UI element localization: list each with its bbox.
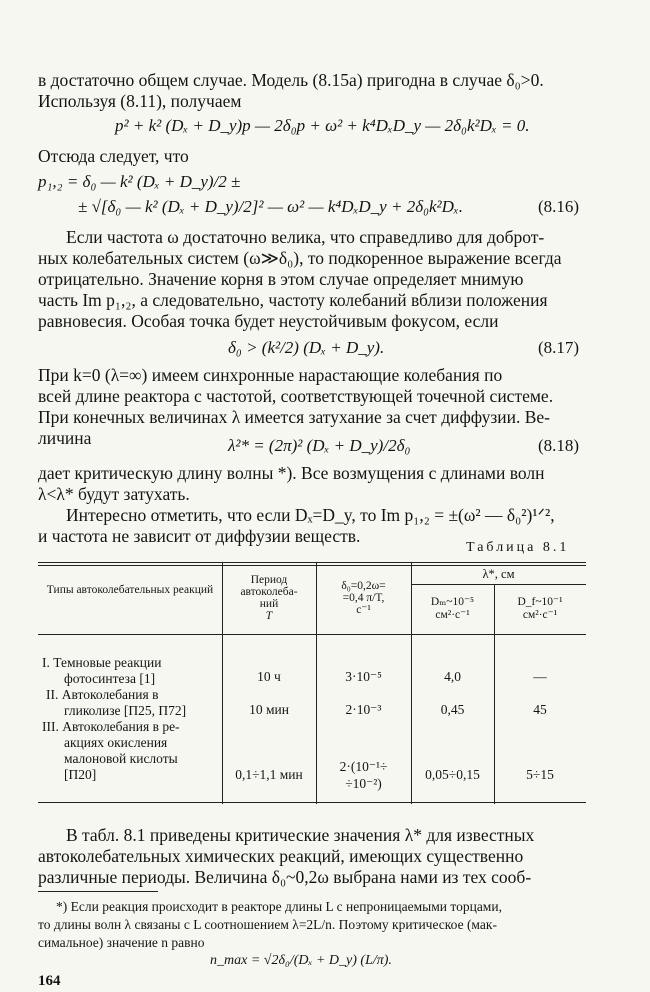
header-period: ний	[259, 598, 279, 610]
text-line: λ<λ* будут затухать.	[38, 484, 190, 504]
row-type: гликолизе [П25, П72]	[64, 703, 187, 718]
equation-8-17: δ₀ > (k²/2) (Dₓ + D_y).	[228, 338, 385, 357]
text-line: ных колебательных систем (ω≫δ₀), то подкоренное выражение всегда	[38, 248, 562, 268]
header-df: см²·с⁻¹	[522, 609, 558, 621]
row-delta: 2·10⁻³	[345, 702, 382, 717]
row-df: 5÷15	[526, 767, 554, 782]
header-delta: с⁻¹	[356, 604, 371, 616]
row-type: [П20]	[64, 767, 97, 782]
row-period: 10 мин	[249, 702, 289, 717]
equation-8-18: λ²* = (2π)² (Dₓ + D_y)/2δ₀	[228, 436, 411, 455]
header-df: D_f~10⁻¹	[517, 596, 563, 608]
row-type: II. Автоколебания в	[46, 687, 159, 702]
text-line: Отсюда следует, что	[38, 146, 189, 166]
row-dm: 4,0	[444, 669, 461, 684]
footnote-line: то длины волн λ связаны с L соотношением λ=2L/n. Поэтому критическое (мак-	[38, 917, 497, 932]
text-line: В табл. 8.1 приведены критические значения λ* для известных	[66, 825, 535, 845]
row-period: 0,1÷1,1 мин	[235, 767, 303, 782]
row-type: фотосинтеза [1]	[64, 671, 156, 686]
text-line: равновесия. Особая точка будет неустойчивым фокусом, если	[38, 311, 499, 331]
header-dm: Dₘ~10⁻⁵	[430, 596, 475, 608]
text-line: При k=0 (λ=∞) имеем синхронные нарастающие колебания по	[38, 365, 503, 385]
row-df: —	[533, 669, 547, 684]
row-delta: 2·(10⁻¹÷	[339, 759, 388, 774]
row-type: I. Темновые реакции	[42, 655, 162, 670]
header-dm: см²·с⁻¹	[435, 609, 470, 621]
equation: p² + k² (Dₓ + D_y)p — 2δ₀p + ω² + k⁴DₓD_y — 2δ₀k²Dₓ = 0.	[115, 116, 530, 135]
row-df: 45	[533, 702, 547, 717]
text-line: в достаточно общем случае. Модель (8.15а) пригодна в случае δ₀>0.	[38, 70, 544, 90]
row-type: III. Автоколебания в ре-	[42, 719, 180, 734]
header-delta: δ₀=0,2ω=	[341, 580, 386, 592]
equation-number: (8.18)	[538, 436, 580, 455]
header-type: Типы автоколебательных реакций	[46, 584, 214, 596]
footnote-line: симальное) значение n равно	[38, 935, 205, 950]
header-period: T	[265, 610, 273, 622]
equation-8-16-line2: ± √[δ₀ — k² (Dₓ + D_y)/2]² — ω² — k⁴DₓD_y + 2δ₀k²Dₓ.	[78, 197, 464, 216]
row-type: малоновой кислоты	[64, 751, 178, 766]
text-line: Используя (8.11), получаем	[38, 91, 242, 111]
text-line: Если частота ω достаточно велика, что справедливо для доброт-	[66, 227, 545, 247]
row-dm: 0,05÷0,15	[425, 767, 480, 782]
text-line: личина	[38, 428, 92, 448]
header-lambda: λ*, см	[482, 567, 515, 581]
text-line: отрицательно. Значение корня в этом случае определяет мнимую	[38, 269, 524, 289]
row-period: 10 ч	[257, 669, 281, 684]
text-line: автоколебательных химических реакций, имеющих существенно	[38, 846, 524, 866]
equation-8-16-line1: p₁,₂ = δ₀ — k² (Dₓ + D_y)/2 ±	[38, 172, 241, 191]
footnote-line: *) Если реакция происходит в реакторе длины L с непроницаемыми торцами,	[56, 899, 502, 914]
row-delta: ÷10⁻²)	[345, 776, 382, 791]
header-period: Период	[250, 574, 288, 586]
table-8-1	[38, 562, 586, 804]
equation-number: (8.16)	[538, 197, 580, 216]
footnote-rule	[38, 891, 158, 892]
row-delta: 3·10⁻⁵	[345, 669, 382, 684]
text-line: всей длине реактора с частотой, соответствующей точечной системе.	[38, 386, 554, 406]
row-dm: 0,45	[440, 702, 465, 717]
text-line: и частота не зависит от диффузии веществ.	[38, 526, 361, 546]
footnote-equation: n_max = √2δ₀/(Dₓ + D_y) (L/π).	[210, 953, 392, 968]
text-line: дает критическую длину волны *). Все возмущения с длинами волн	[38, 463, 545, 483]
page-number: 164	[38, 973, 61, 989]
text-line: различные периоды. Величина δ₀~0,2ω выбрана нами из тех сооб-	[38, 867, 532, 887]
text-line: Интересно отметить, что если Dₓ=D_y, то Im p₁,₂ = ±(ω² — δ₀²)¹ᐟ²,	[66, 505, 555, 525]
text-line: При конечных величинах λ имеется затухание за счет диффузии. Ве-	[38, 407, 551, 427]
table-caption: Таблица 8.1	[466, 540, 570, 555]
header-delta: =0,4 π/T,	[342, 592, 385, 604]
header-period: автоколеба-	[240, 586, 298, 598]
text-line: часть Im p₁,₂, а следовательно, частоту колебаний вблизи положения	[38, 290, 548, 310]
equation-number: (8.17)	[538, 338, 580, 357]
row-type: акциях окисления	[64, 735, 168, 750]
